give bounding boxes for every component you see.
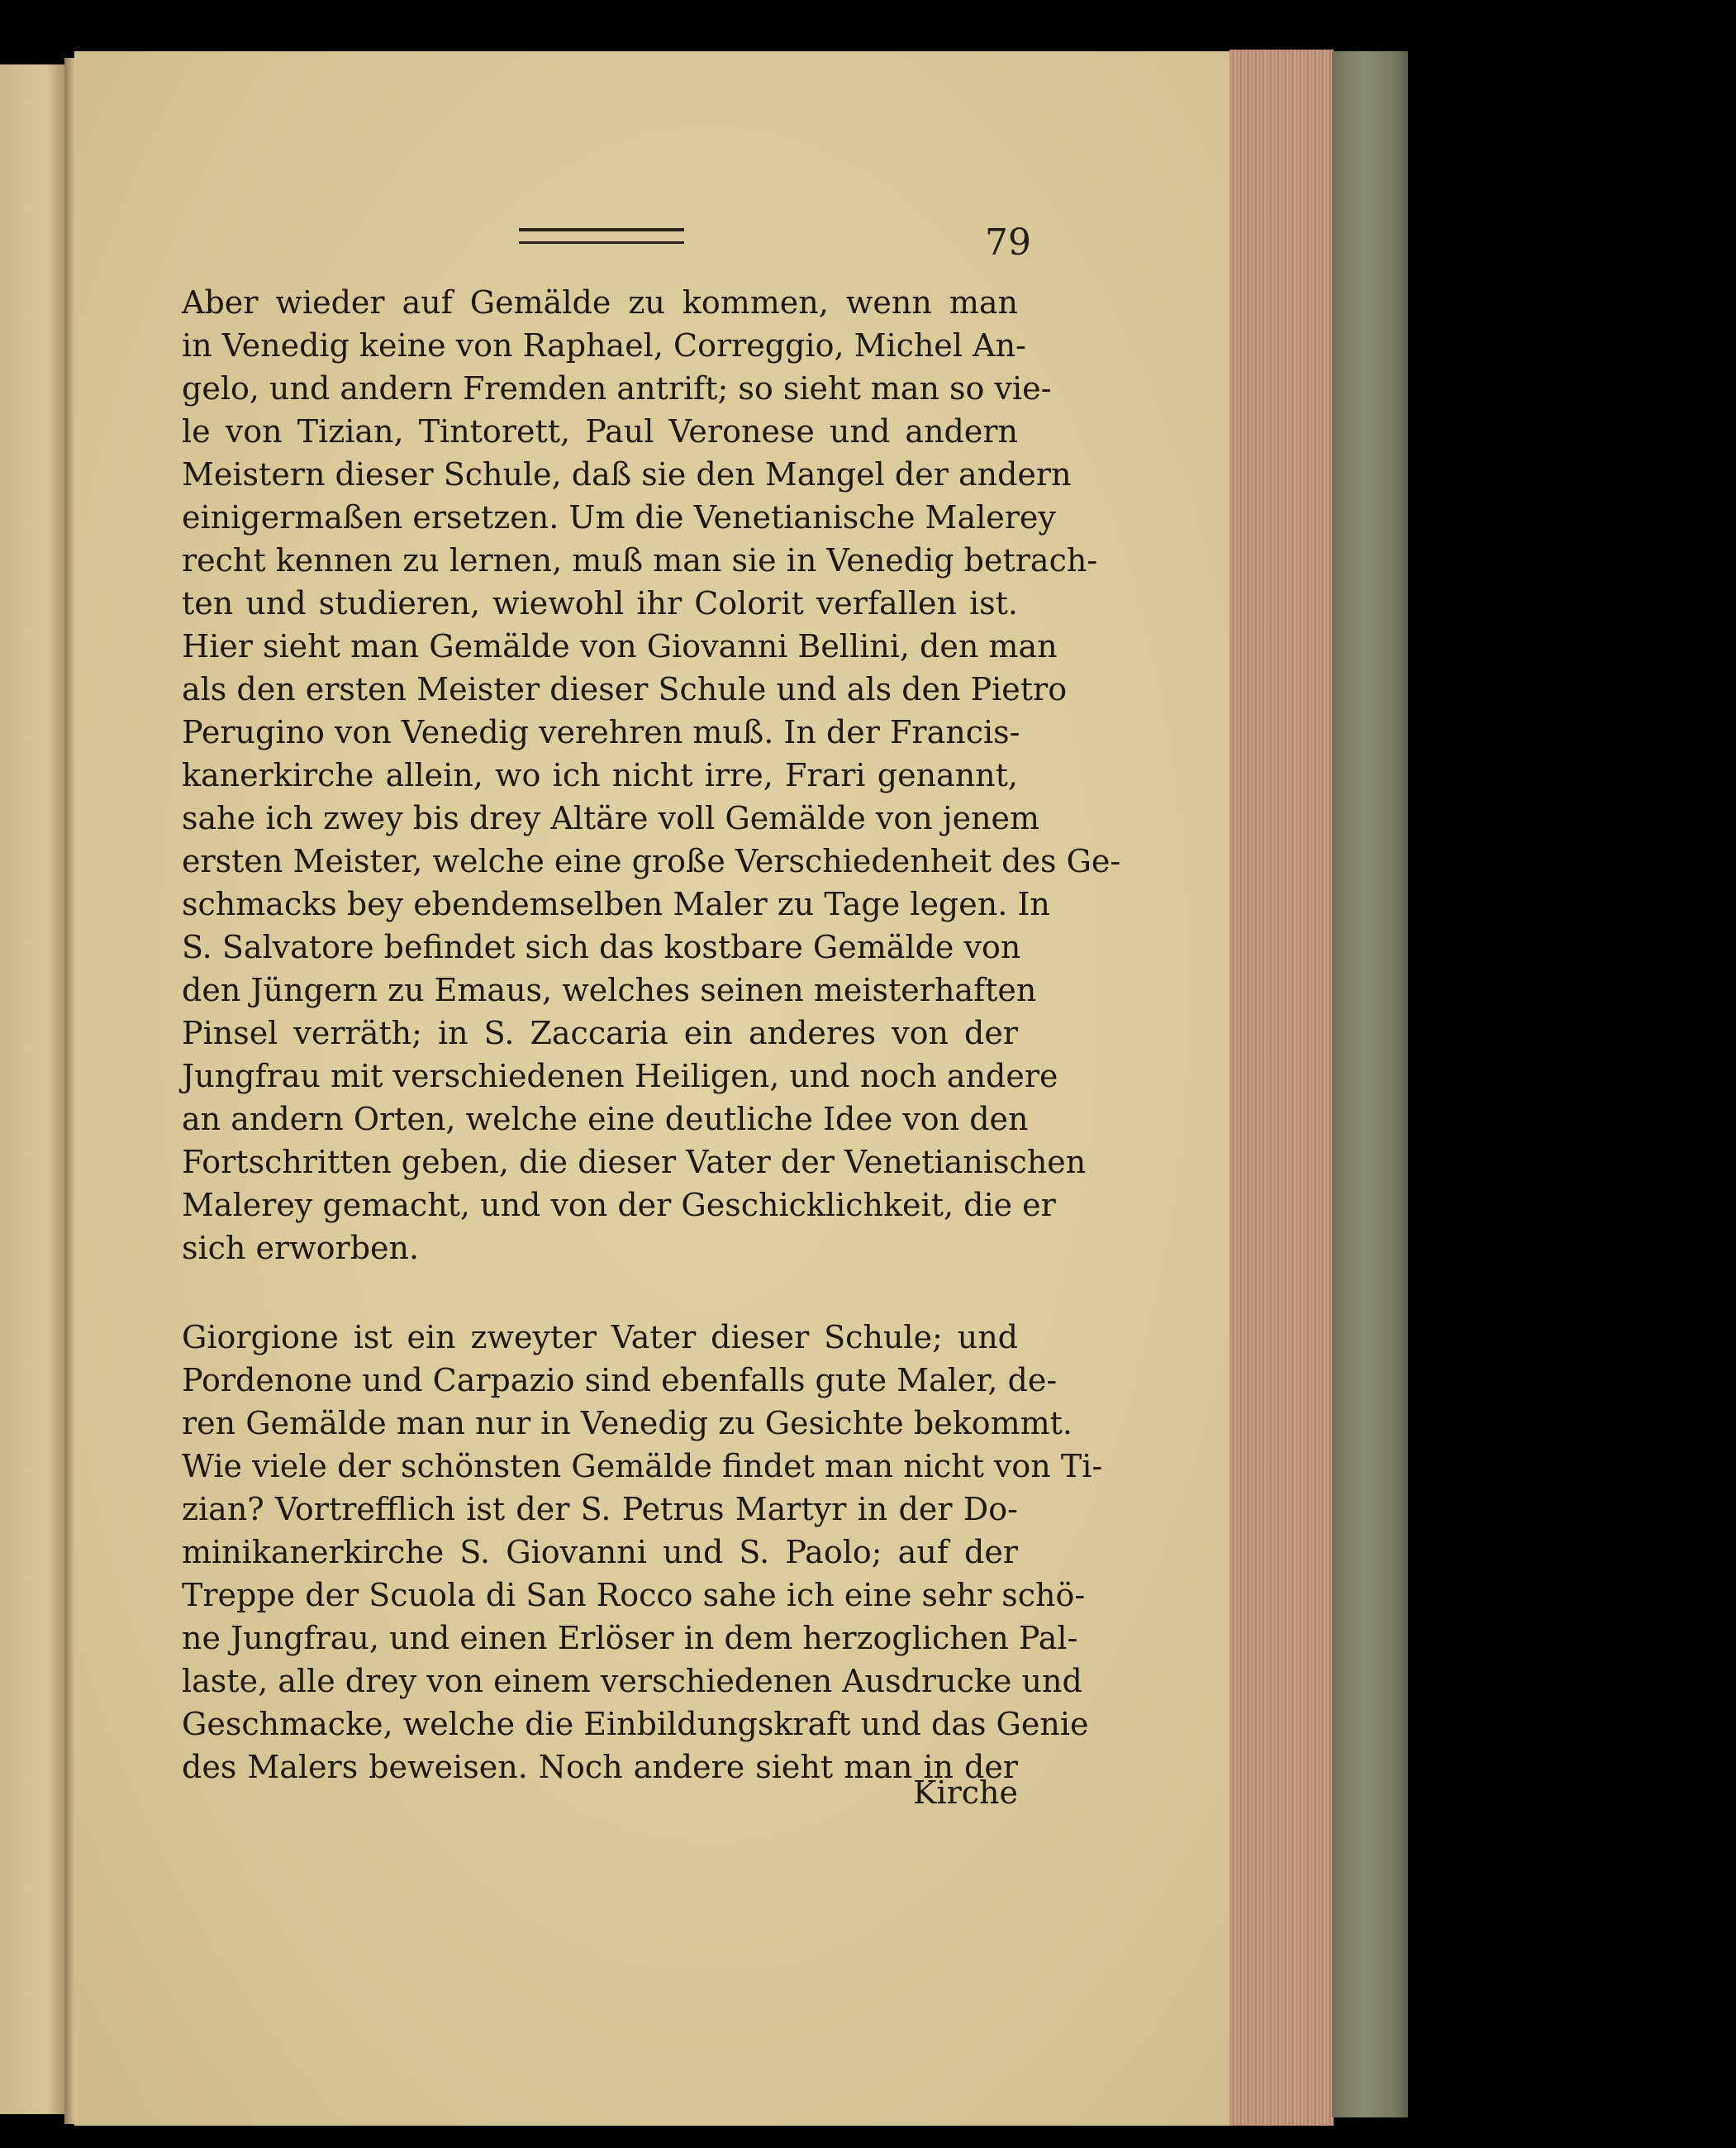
text-line: einigermaßen ersetzen. Um die Venetianische Malerey	[182, 499, 1056, 536]
text-line: Aber wieder auf Gemälde zu kommen, wenn man	[182, 284, 1018, 321]
text-line: Geschmacke, welche die Einbildungskraft und das Genie	[182, 1706, 1089, 1742]
text-line: ne Jungfrau, und einen Erlöser in dem herzoglichen Pal-	[182, 1620, 1078, 1656]
body-text	[182, 281, 1121, 1788]
text-line: gelo, und andern Fremden antrift; so sieht man so vie-	[182, 370, 1052, 407]
text-line: Pordenone und Carpazio sind ebenfalls gute Maler, de-	[182, 1362, 1058, 1398]
text-line: recht kennen zu lernen, muß man sie in Venedig betrach-	[182, 542, 1098, 579]
text-line: Treppe der Scuola di San Rocco sahe ich eine sehr schö-	[182, 1577, 1086, 1613]
text-line: sahe ich zwey bis drey Altäre voll Gemälde von jenem	[182, 800, 1040, 836]
text-line: ten und studieren, wiewohl ihr Colorit verfallen ist.	[182, 585, 1018, 622]
text-line: des Malers beweisen. Noch andere sieht man in der	[182, 1749, 1018, 1785]
text-line: zian? Vortrefflich ist der S. Petrus Martyr in der Do-	[182, 1491, 1018, 1527]
text-line: ren Gemälde man nur in Venedig zu Gesichte bekommt.	[182, 1405, 1073, 1441]
text-line: den Jüngern zu Emaus, welches seinen meisterhaften	[182, 972, 1037, 1008]
text-line: minikanerkirche S. Giovanni und S. Paolo; auf der	[182, 1534, 1018, 1570]
catchword: Kirche	[913, 1774, 1018, 1811]
text-line: Hier sieht man Gemälde von Giovanni Bellini, den man	[182, 628, 1058, 664]
text-line: schmacks bey ebendemselben Maler zu Tage legen. In	[182, 886, 1050, 922]
text-line: Wie viele der schönsten Gemälde findet man nicht von Ti-	[182, 1448, 1103, 1484]
text-line: Malerey gemacht, und von der Geschicklichkeit, die er	[182, 1187, 1056, 1223]
paragraph-gap	[182, 1269, 1018, 1316]
text-line: laste, alle drey von einem verschiedenen Ausdrucke und	[182, 1663, 1082, 1699]
paragraph-2	[182, 1316, 1103, 1788]
text-line: kanerkirche allein, wo ich nicht irre, Frari genannt,	[182, 757, 1018, 793]
text-line: als den ersten Meister dieser Schule und als den Pietro	[182, 671, 1068, 707]
text-line: S. Salvatore befindet sich das kostbare Gemälde von	[182, 929, 1021, 965]
text-line: ersten Meister, welche eine große Verschiedenheit des Ge-	[182, 843, 1121, 879]
text-line: Fortschritten geben, die dieser Vater der Venetianischen	[182, 1144, 1087, 1180]
text-line: an andern Orten, welche eine deutliche Idee von den	[182, 1101, 1029, 1137]
book-cover-edge	[1332, 51, 1408, 2117]
text-line: Jungfrau mit verschiedenen Heiligen, und noch andere	[182, 1058, 1058, 1094]
previous-page-edge	[0, 64, 66, 2114]
header-rule	[519, 228, 684, 244]
page-number: 79	[985, 221, 1031, 264]
text-line: Giorgione ist ein zweyter Vater dieser Schule; und	[182, 1319, 1018, 1355]
text-line: Pinsel verräth; in S. Zaccaria ein anderes von der	[182, 1015, 1018, 1051]
text-line: in Venedig keine von Raphael, Correggio, Michel An-	[182, 327, 1026, 364]
text-line: le von Tizian, Tintorett, Paul Veronese und andern	[182, 413, 1018, 450]
text-line: Meistern dieser Schule, daß sie den Mangel der andern	[182, 456, 1072, 493]
text-line: sich erworben.	[182, 1230, 420, 1266]
text-line: Perugino von Venedig verehren muß. In der Francis-	[182, 714, 1020, 750]
page-stack-edges	[1229, 50, 1334, 2126]
paragraph-1	[182, 281, 1121, 1269]
